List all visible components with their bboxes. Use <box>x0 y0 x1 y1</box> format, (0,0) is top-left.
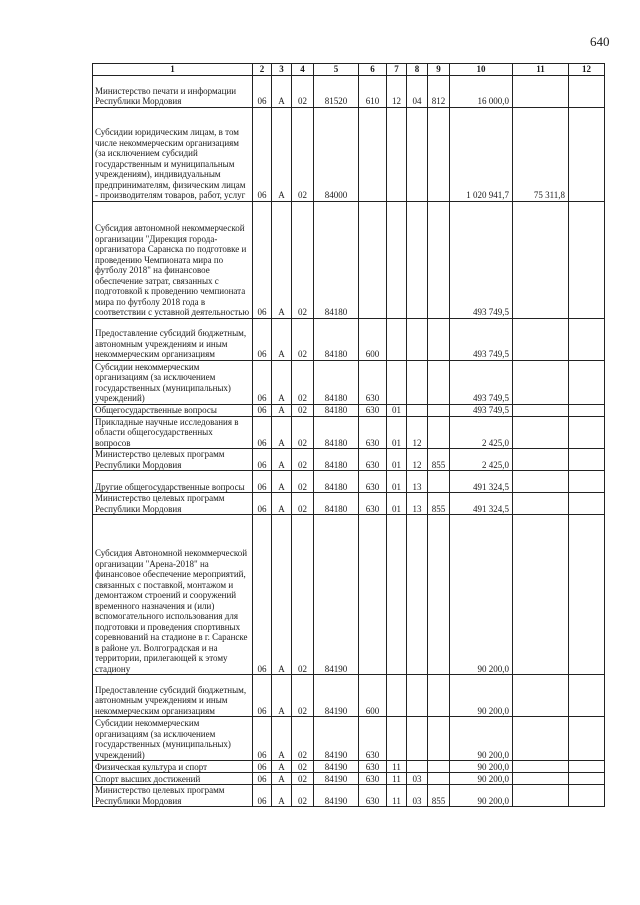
code-cell-col-7: 01 <box>387 416 407 449</box>
code-cell-col-5: 84190 <box>314 773 359 785</box>
code-cell-col-7 <box>387 360 407 404</box>
code-cell-col-8 <box>407 318 428 360</box>
table-row <box>93 416 605 449</box>
code-cell-col-2: 06 <box>253 449 272 471</box>
code-cell-col-3: А <box>272 773 292 785</box>
code-cell-col-3: А <box>272 360 292 404</box>
code-cell-col-9 <box>428 360 450 404</box>
code-cell-col-3: А <box>272 493 292 515</box>
code-cell-col-2: 06 <box>253 675 272 717</box>
amount-cell-col-12 <box>569 404 605 416</box>
code-cell-col-7 <box>387 675 407 717</box>
code-cell-col-3: А <box>272 201 292 318</box>
code-cell-col-4: 02 <box>292 449 314 471</box>
code-cell-col-6: 630 <box>359 717 387 761</box>
code-cell-col-5: 84180 <box>314 493 359 515</box>
code-cell-col-8 <box>407 515 428 675</box>
code-cell-col-4: 02 <box>292 107 314 201</box>
amount-cell-col-11 <box>513 75 569 107</box>
table-row <box>93 404 605 416</box>
code-cell-col-6 <box>359 515 387 675</box>
amount-cell-col-12 <box>569 75 605 107</box>
amount-cell-col-12 <box>569 360 605 404</box>
code-cell-col-4: 02 <box>292 360 314 404</box>
amount-cell-col-11 <box>513 416 569 449</box>
code-cell-col-7: 11 <box>387 773 407 785</box>
amount-cell-col-10: 493 749,5 <box>450 360 513 404</box>
code-cell-col-7: 01 <box>387 493 407 515</box>
amount-cell-col-11 <box>513 717 569 761</box>
code-cell-col-6: 600 <box>359 318 387 360</box>
code-cell-col-8: 12 <box>407 449 428 471</box>
table-row <box>93 471 605 493</box>
code-cell-col-2: 06 <box>253 107 272 201</box>
amount-cell-col-12 <box>569 675 605 717</box>
code-cell-col-7 <box>387 318 407 360</box>
row-name-cell: Физическая культура и спорт <box>93 761 253 773</box>
code-cell-col-8: 12 <box>407 416 428 449</box>
code-cell-col-6: 600 <box>359 675 387 717</box>
code-cell-col-7 <box>387 201 407 318</box>
code-cell-col-8 <box>407 360 428 404</box>
row-name-cell: Министерство целевых программ Республики Мордовия <box>93 449 253 471</box>
table-row <box>93 675 605 717</box>
amount-cell-col-11 <box>513 471 569 493</box>
code-cell-col-7: 01 <box>387 404 407 416</box>
code-cell-col-7: 01 <box>387 449 407 471</box>
amount-cell-col-10: 90 200,0 <box>450 773 513 785</box>
code-cell-col-3: А <box>272 675 292 717</box>
amount-cell-col-12 <box>569 493 605 515</box>
code-cell-col-9 <box>428 107 450 201</box>
code-cell-col-2: 06 <box>253 318 272 360</box>
code-cell-col-7: 11 <box>387 761 407 773</box>
amount-cell-col-10: 491 324,5 <box>450 493 513 515</box>
amount-cell-col-10: 90 200,0 <box>450 761 513 773</box>
code-cell-col-5: 84190 <box>314 785 359 807</box>
table-row <box>93 493 605 515</box>
amount-cell-col-12 <box>569 773 605 785</box>
table-row <box>93 717 605 761</box>
amount-cell-col-12 <box>569 107 605 201</box>
code-cell-col-6: 630 <box>359 404 387 416</box>
code-cell-col-3: А <box>272 416 292 449</box>
column-header-12: 12 <box>569 64 605 76</box>
row-name-cell: Другие общегосударственные вопросы <box>93 471 253 493</box>
code-cell-col-9 <box>428 675 450 717</box>
code-cell-col-7 <box>387 107 407 201</box>
code-cell-col-9: 855 <box>428 493 450 515</box>
amount-cell-col-11 <box>513 773 569 785</box>
table-row <box>93 515 605 675</box>
code-cell-col-4: 02 <box>292 675 314 717</box>
amount-cell-col-10: 16 000,0 <box>450 75 513 107</box>
code-cell-col-4: 02 <box>292 201 314 318</box>
amount-cell-col-11 <box>513 201 569 318</box>
code-cell-col-3: А <box>272 515 292 675</box>
row-name-cell: Министерство целевых программ Республики Мордовия <box>93 493 253 515</box>
code-cell-col-2: 06 <box>253 75 272 107</box>
column-header-4: 4 <box>292 64 314 76</box>
amount-cell-col-11: 75 311,8 <box>513 107 569 201</box>
code-cell-col-5: 84190 <box>314 675 359 717</box>
code-cell-col-2: 06 <box>253 773 272 785</box>
table-row <box>93 773 605 785</box>
code-cell-col-8: 03 <box>407 773 428 785</box>
amount-cell-col-10: 90 200,0 <box>450 717 513 761</box>
code-cell-col-9 <box>428 416 450 449</box>
amount-cell-col-12 <box>569 717 605 761</box>
code-cell-col-2: 06 <box>253 360 272 404</box>
column-header-8: 8 <box>407 64 428 76</box>
code-cell-col-3: А <box>272 785 292 807</box>
code-cell-col-7: 12 <box>387 75 407 107</box>
code-cell-col-7: 01 <box>387 471 407 493</box>
code-cell-col-3: А <box>272 404 292 416</box>
code-cell-col-5: 84180 <box>314 471 359 493</box>
code-cell-col-8: 13 <box>407 471 428 493</box>
amount-cell-col-11 <box>513 493 569 515</box>
column-header-11: 11 <box>513 64 569 76</box>
code-cell-col-5: 84190 <box>314 761 359 773</box>
code-cell-col-5: 84180 <box>314 360 359 404</box>
code-cell-col-5: 84000 <box>314 107 359 201</box>
amount-cell-col-11 <box>513 404 569 416</box>
code-cell-col-4: 02 <box>292 318 314 360</box>
code-cell-col-6: 630 <box>359 449 387 471</box>
code-cell-col-5: 84180 <box>314 404 359 416</box>
code-cell-col-9 <box>428 515 450 675</box>
table-row <box>93 107 605 201</box>
row-name-cell: Общегосударственные вопросы <box>93 404 253 416</box>
row-name-cell: Министерство печати и информации Республики Мордовия <box>93 75 253 107</box>
table-row <box>93 75 605 107</box>
code-cell-col-6: 630 <box>359 773 387 785</box>
row-name-cell: Предоставление субсидий бюджетным, автономным учреждениям и иным некоммерческим организациям <box>93 675 253 717</box>
code-cell-col-4: 02 <box>292 416 314 449</box>
code-cell-col-3: А <box>272 318 292 360</box>
code-cell-col-5: 84180 <box>314 416 359 449</box>
code-cell-col-8 <box>407 761 428 773</box>
code-cell-col-9 <box>428 201 450 318</box>
row-name-cell: Министерство целевых программ Республики Мордовия <box>93 785 253 807</box>
code-cell-col-3: А <box>272 761 292 773</box>
table-row <box>93 785 605 807</box>
code-cell-col-8 <box>407 107 428 201</box>
amount-cell-col-11 <box>513 761 569 773</box>
code-cell-col-8: 13 <box>407 493 428 515</box>
code-cell-col-9 <box>428 404 450 416</box>
amount-cell-col-10: 1 020 941,7 <box>450 107 513 201</box>
code-cell-col-9 <box>428 717 450 761</box>
code-cell-col-9: 855 <box>428 785 450 807</box>
table-row <box>93 201 605 318</box>
amount-cell-col-12 <box>569 201 605 318</box>
code-cell-col-7 <box>387 515 407 675</box>
code-cell-col-2: 06 <box>253 493 272 515</box>
amount-cell-col-10: 2 425,0 <box>450 416 513 449</box>
table-row <box>93 449 605 471</box>
code-cell-col-4: 02 <box>292 493 314 515</box>
code-cell-col-2: 06 <box>253 201 272 318</box>
code-cell-col-9: 812 <box>428 75 450 107</box>
code-cell-col-4: 02 <box>292 75 314 107</box>
column-header-10: 10 <box>450 64 513 76</box>
row-name-cell: Субсидия Автономной некоммерческой организации "Арена-2018" на финансовое обеспечение мероприятий, связанных с поставкой, монтажом и демонтажом строений и сооружений временного назначения и (или) вспомогательного использования для подготовки и проведения спортивных соревнований на стадионе в г. Саранске в районе ул. Волгоградская и на территории, прилегающей к этому стадиону <box>93 515 253 675</box>
amount-cell-col-10: 491 324,5 <box>450 471 513 493</box>
table-row <box>93 360 605 404</box>
code-cell-col-8: 04 <box>407 75 428 107</box>
page-number: 640 <box>590 34 610 49</box>
budget-table <box>92 63 605 807</box>
row-name-cell: Субсидии некоммерческим организациям (за исключением государственных (муниципальных) учреждений) <box>93 717 253 761</box>
row-name-cell: Субсидия автономной некоммерческой организации "Дирекция города-организатора Саранска по подготовке и проведению Чемпионата мира по футболу 2018" на финансовое обеспечение затрат, связанных с подготовкой к проведению чемпионата мира по футболу 2018 года в соответствии с уставной деятельностью <box>93 201 253 318</box>
code-cell-col-2: 06 <box>253 761 272 773</box>
code-cell-col-6: 630 <box>359 416 387 449</box>
code-cell-col-8 <box>407 201 428 318</box>
code-cell-col-2: 06 <box>253 416 272 449</box>
code-cell-col-3: А <box>272 717 292 761</box>
amount-cell-col-10: 493 749,5 <box>450 318 513 360</box>
amount-cell-col-11 <box>513 318 569 360</box>
code-cell-col-9 <box>428 761 450 773</box>
code-cell-col-5: 84180 <box>314 449 359 471</box>
column-header-2: 2 <box>253 64 272 76</box>
code-cell-col-7: 11 <box>387 785 407 807</box>
code-cell-col-4: 02 <box>292 717 314 761</box>
column-header-1: 1 <box>93 64 253 76</box>
code-cell-col-5: 81520 <box>314 75 359 107</box>
code-cell-col-9 <box>428 471 450 493</box>
table-header-row <box>93 64 605 76</box>
code-cell-col-4: 02 <box>292 515 314 675</box>
code-cell-col-4: 02 <box>292 404 314 416</box>
amount-cell-col-10: 493 749,5 <box>450 404 513 416</box>
row-name-cell: Спорт высших достижений <box>93 773 253 785</box>
code-cell-col-2: 06 <box>253 404 272 416</box>
code-cell-col-8 <box>407 675 428 717</box>
code-cell-col-3: А <box>272 75 292 107</box>
column-header-7: 7 <box>387 64 407 76</box>
table-row <box>93 318 605 360</box>
amount-cell-col-10: 2 425,0 <box>450 449 513 471</box>
code-cell-col-6 <box>359 107 387 201</box>
code-cell-col-4: 02 <box>292 773 314 785</box>
code-cell-col-2: 06 <box>253 785 272 807</box>
code-cell-col-9: 855 <box>428 449 450 471</box>
amount-cell-col-12 <box>569 785 605 807</box>
amount-cell-col-11 <box>513 360 569 404</box>
code-cell-col-9 <box>428 318 450 360</box>
code-cell-col-2: 06 <box>253 515 272 675</box>
code-cell-col-6: 630 <box>359 360 387 404</box>
code-cell-col-3: А <box>272 107 292 201</box>
code-cell-col-6: 630 <box>359 471 387 493</box>
code-cell-col-6: 610 <box>359 75 387 107</box>
amount-cell-col-11 <box>513 785 569 807</box>
code-cell-col-3: А <box>272 449 292 471</box>
amount-cell-col-11 <box>513 675 569 717</box>
amount-cell-col-12 <box>569 416 605 449</box>
code-cell-col-3: А <box>272 471 292 493</box>
amount-cell-col-11 <box>513 515 569 675</box>
amount-cell-col-12 <box>569 515 605 675</box>
row-name-cell: Субсидии юридическим лицам, в том числе некоммерческим организациям (за исключением субсидий государственным и муниципальным учреждениям), индивидуальным предпринимателям, физическим лицам - производителям товаров, работ, услуг <box>93 107 253 201</box>
code-cell-col-6: 630 <box>359 785 387 807</box>
row-name-cell: Прикладные научные исследования в области общегосударственных вопросов <box>93 416 253 449</box>
code-cell-col-2: 06 <box>253 471 272 493</box>
code-cell-col-4: 02 <box>292 471 314 493</box>
column-header-3: 3 <box>272 64 292 76</box>
table-row <box>93 761 605 773</box>
code-cell-col-5: 84180 <box>314 201 359 318</box>
amount-cell-col-10: 493 749,5 <box>450 201 513 318</box>
code-cell-col-8: 03 <box>407 785 428 807</box>
column-header-9: 9 <box>428 64 450 76</box>
code-cell-col-2: 06 <box>253 717 272 761</box>
column-header-5: 5 <box>314 64 359 76</box>
row-name-cell: Субсидии некоммерческим организациям (за исключением государственных (муниципальных) учреждений) <box>93 360 253 404</box>
amount-cell-col-12 <box>569 761 605 773</box>
code-cell-col-8 <box>407 404 428 416</box>
code-cell-col-6 <box>359 201 387 318</box>
code-cell-col-4: 02 <box>292 761 314 773</box>
code-cell-col-8 <box>407 717 428 761</box>
amount-cell-col-12 <box>569 449 605 471</box>
code-cell-col-5: 84190 <box>314 515 359 675</box>
amount-cell-col-10: 90 200,0 <box>450 675 513 717</box>
code-cell-col-5: 84190 <box>314 717 359 761</box>
code-cell-col-6: 630 <box>359 493 387 515</box>
code-cell-col-9 <box>428 773 450 785</box>
code-cell-col-7 <box>387 717 407 761</box>
code-cell-col-6: 630 <box>359 761 387 773</box>
code-cell-col-5: 84180 <box>314 318 359 360</box>
amount-cell-col-12 <box>569 471 605 493</box>
amount-cell-col-12 <box>569 318 605 360</box>
amount-cell-col-10: 90 200,0 <box>450 785 513 807</box>
amount-cell-col-10: 90 200,0 <box>450 515 513 675</box>
amount-cell-col-11 <box>513 449 569 471</box>
row-name-cell: Предоставление субсидий бюджетным, автономным учреждениям и иным некоммерческим организациям <box>93 318 253 360</box>
column-header-6: 6 <box>359 64 387 76</box>
code-cell-col-4: 02 <box>292 785 314 807</box>
